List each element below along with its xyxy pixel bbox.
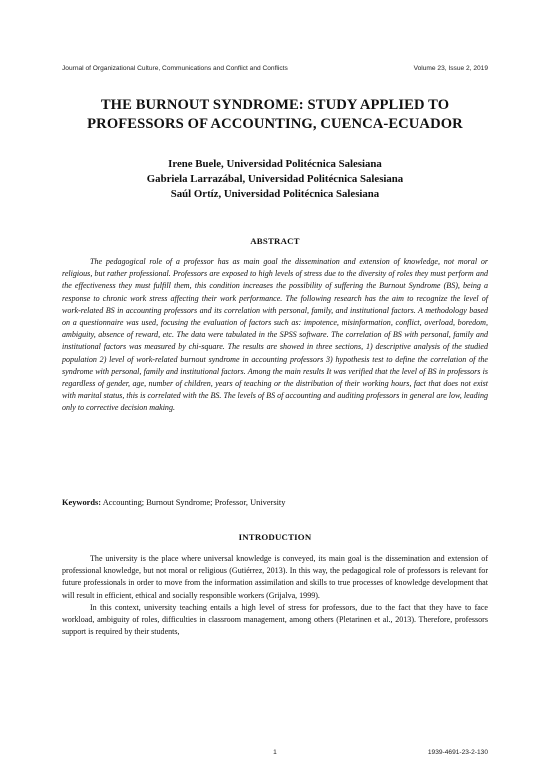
author-3: Saúl Ortíz, Universidad Politécnica Salesiana — [170, 188, 380, 200]
author-list — [50, 157, 500, 202]
introduction-body — [62, 553, 488, 638]
introduction-paragraph-2: In this context, university teaching entails a high level of stress for professors, due to the fact that they have to face workload, ambiguity of roles, difficulties in classroom management, among others (Pletarinen et al., 2013). Therefore, professors support is required by their students, — [62, 602, 488, 637]
running-header — [62, 65, 488, 72]
author-2: Gabriela Larrazábal, Universidad Politécnica Salesiana — [146, 173, 404, 185]
keywords-text: Accounting; Burnout Syndrome; Professor, University — [101, 498, 286, 507]
introduction-paragraph-1: The university is the place where universal knowledge is conveyed, its main goal is the dissemination and extension of professional knowledge, but not moral or religious (Gutiérrez, 2013). In this way, the pedagogical role of professors is relevant for future professionals in order to move from the information assimilation and skills to true processes of knowledge development that will result in efficient, ethical and socially responsible workers (Grijalva, 1999). — [62, 554, 488, 600]
journal-name: Journal of Organizational Culture, Communications and Conflict and Conflicts — [62, 65, 288, 72]
author-1: Irene Buele, Universidad Politécnica Salesiana — [168, 158, 382, 170]
abstract-heading: ABSTRACT — [250, 236, 300, 246]
paper-title — [50, 96, 500, 134]
keywords — [62, 498, 488, 507]
page-number: 1 — [273, 749, 277, 756]
article-identifier: 1939-4691-23-2-130 — [427, 749, 488, 756]
abstract-text: The pedagogical role of a professor has as main goal the dissemination and extension of knowledge, not moral or religious, but rather professional. Professors are exposed to high levels of stress due to the diversity of roles they must perform and the effectiveness they must fulfill them, this condition increases the possibility of suffering the Burnout Syndrome (BS), being a response to chronic work stress affecting their work performance. The following research has the aim to recognize the level of work-related BS in accounting professors and its correlation with personal, family, and institutional factors. A methodology based on a questionnaire was used, focusing the evaluation of factors such as: impotence, misinformation, conflict, overload, boredom, ambiguity, absence of reward, etc. The data were tabulated in the SPSS software. The correlation of BS with personal, family and institutional factors was measured by chi-square. The results are showed in three sections, 1) descriptive analysis of the studied population 2) level of work-related burnout syndrome in accounting professors 3) hypothesis test to define the correlation of the syndrome with personal, family and institutional factors. Among the main results It was verified that the level of BS in professors is regardless of gender, age, number of children, years of teaching or the distribution of their working hours, fact that does not exist with marital status, this is correlated with the BS. The levels of BS of accounting and auditing professors in general are low, leading only to corrective decision making. — [62, 257, 488, 413]
volume-issue: Volume 23, Issue 2, 2019 — [413, 65, 488, 72]
keywords-label: Keywords: — [62, 498, 102, 507]
introduction-heading: INTRODUCTION — [238, 532, 312, 542]
paper-title-line-2: PROFESSORS OF ACCOUNTING, CUENCA-ECUADOR — [87, 116, 463, 132]
paper-title-line-1: THE BURNOUT SYNDROME: STUDY APPLIED TO — [100, 97, 450, 113]
